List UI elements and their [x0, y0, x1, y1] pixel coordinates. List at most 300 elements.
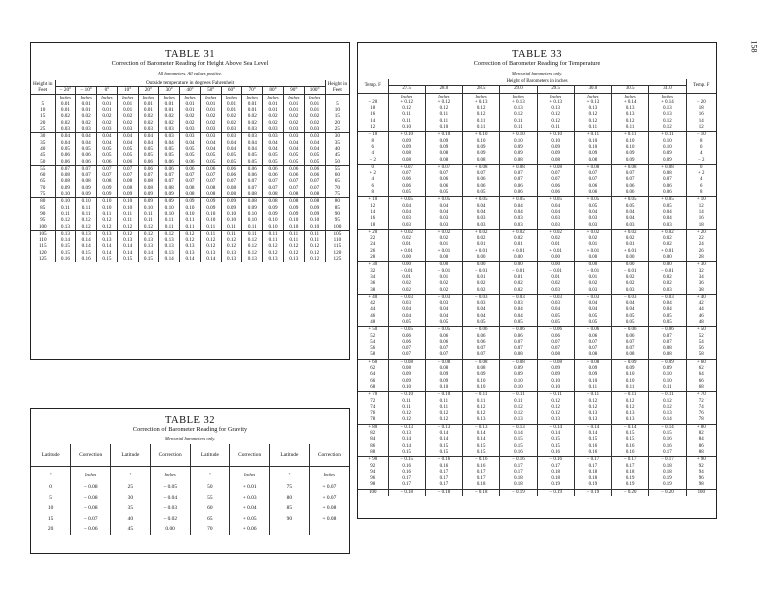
temp-cell-right: 44: [698, 307, 704, 313]
correction-cell: + 0.02: [574, 229, 611, 236]
correction-cell: 0.15: [55, 250, 76, 256]
correction-cell: 0.11: [117, 217, 138, 223]
temp-cell-right: 98: [698, 482, 704, 488]
correction-cell: 0.04: [463, 204, 500, 210]
correction-cell: 0.00: [463, 255, 500, 262]
correction-cell: − 0.18: [425, 489, 462, 496]
correction-cell: 0.11: [463, 119, 500, 125]
correction-cell: 0.17: [574, 464, 611, 470]
correction-cell: 0.01: [612, 242, 649, 248]
latitude-cell: 20: [47, 526, 54, 533]
correction-cell: 0.02: [463, 236, 500, 242]
correction-cell: 0.12: [138, 224, 159, 231]
correction-cell: − 0.03: [388, 294, 425, 301]
correction-cell: 0.07: [425, 352, 462, 359]
correction-cell: 0.06: [263, 172, 284, 178]
correction-cell: + 0.10: [425, 132, 462, 139]
correction-cell: 0.13: [55, 230, 76, 237]
table-row: [31, 230, 349, 237]
correction-cell: 0.08: [388, 158, 425, 165]
correction-cell: 0.10: [537, 385, 574, 392]
temp-col-header: 10°: [117, 87, 138, 94]
correction-cell: 0.01: [180, 107, 201, 113]
correction-cell: 0.01: [304, 101, 325, 107]
latitude-cell: 80: [270, 493, 310, 504]
correction-cell: 0.07: [574, 171, 611, 177]
correction-cell: 0.02: [425, 236, 462, 242]
correction-cell: 0.04: [388, 204, 425, 210]
temp-cell: + 30: [358, 262, 388, 269]
temp-cell-right: 6: [700, 144, 703, 150]
table-row: [358, 489, 716, 496]
correction-cell: 0.15: [537, 437, 574, 443]
correction-cell: 0.04: [242, 140, 263, 146]
correction-cell: 0.03: [537, 288, 574, 295]
correction-cell: 0.10: [97, 205, 118, 211]
correction-cell: 0.08: [221, 185, 242, 191]
correction-cell: 0.10: [649, 379, 686, 385]
correction-cell: 0.01: [242, 101, 263, 107]
correction-cell: 0.05: [463, 320, 500, 327]
unit-label: Inches: [304, 94, 325, 101]
correction-cell: − 0.03: [463, 294, 500, 301]
table-row: [31, 133, 349, 140]
correction-cell: 0.09: [425, 139, 462, 145]
correction-cell: 0.10: [221, 211, 242, 217]
correction-cell: 0.15: [537, 444, 574, 450]
correction-cell: + 0.08: [500, 164, 537, 171]
correction-cell: 0.06: [388, 340, 425, 346]
unit-label: Inches: [200, 94, 221, 101]
correction-cell: 0.01: [500, 242, 537, 248]
correction-cell: 0.11: [117, 211, 138, 217]
correction-cell: 0.11: [180, 224, 201, 231]
correction-cell: 0.09: [425, 145, 462, 151]
temp-cell-right: 18: [698, 106, 704, 112]
height-col-header: 31.0: [649, 86, 686, 93]
correction-cell: 0.16: [574, 444, 611, 450]
correction-cell: 0.06: [463, 177, 500, 183]
correction-cell: 0.00: [649, 255, 686, 262]
correction-cell: − 0.03: [537, 294, 574, 301]
correction-cell: 0.09: [500, 145, 537, 151]
height-header: Height of Barometers in inches: [388, 79, 686, 86]
correction-cell: 0.05: [388, 190, 425, 197]
correction-cell: 0.05: [304, 152, 325, 158]
correction-cell: 0.07: [612, 340, 649, 346]
correction-cell: 0.12: [263, 243, 284, 249]
correction-cell: 0.01: [500, 275, 537, 281]
height-cell: 55: [31, 165, 55, 172]
correction-cell: 0.03: [649, 223, 686, 230]
correction-cell: 0.11: [500, 125, 537, 132]
correction-cell: 0.10: [304, 217, 325, 223]
temp-cell-right: 48: [698, 319, 704, 325]
table-33-grid: [358, 79, 716, 496]
height-cell: 40: [40, 145, 46, 152]
correction-cell: 0.12: [283, 243, 304, 249]
correction-cell: 0.19: [574, 482, 611, 489]
correction-cell: 0.04: [574, 307, 611, 313]
correction-cell: 0.12: [612, 399, 649, 405]
correction-cell: 0.05: [649, 320, 686, 327]
correction-cell: 0.07: [574, 340, 611, 346]
temp-col-header: 90°: [283, 87, 304, 94]
correction-cell: 0.05: [55, 146, 76, 152]
correction-cell: 0.08: [55, 178, 76, 184]
correction-cell: 0.10: [463, 385, 500, 392]
correction-cell: 0.03: [304, 133, 325, 140]
temp-col-header: 20°: [138, 87, 159, 94]
correction-cell: 0.05: [159, 146, 180, 152]
page-number: 158: [749, 40, 759, 53]
correction-cell: 0.02: [500, 281, 537, 287]
correction-cell: 0.04: [117, 133, 138, 140]
correction-cell: 0.15: [612, 437, 649, 443]
temp-cell: + 20: [358, 229, 388, 236]
correction-cell: 0.06: [263, 165, 284, 172]
height-col-header: 30.5: [612, 86, 649, 93]
correction-cell: 0.16: [537, 450, 574, 457]
temp-col-header: 100°: [304, 87, 325, 94]
temp-cell: 26: [370, 248, 376, 254]
table-row: [358, 424, 716, 431]
correction-cell: 0.07: [242, 178, 263, 184]
correction-cell: 0.00: [612, 262, 649, 269]
correction-cell: 0.13: [138, 237, 159, 243]
correction-cell: 0.01: [55, 107, 76, 113]
correction-cell: 0.13: [574, 411, 611, 417]
correction-cell: − 0.11: [574, 392, 611, 399]
correction-cell: 0.02: [159, 120, 180, 126]
correction-cell: − 0.01: [500, 269, 537, 275]
correction-cell: 0.08: [180, 185, 201, 191]
correction-cell: 0.12: [263, 250, 284, 256]
correction-cell: 0.07: [180, 172, 201, 178]
temp-cell-right: 12: [698, 203, 704, 209]
table-row: [358, 320, 716, 327]
correction-cell: 0.03: [612, 223, 649, 230]
height-cell-right: 25: [334, 126, 340, 133]
temp-cell: 98: [370, 482, 376, 488]
temp-cell: 56: [370, 346, 376, 352]
correction-cell: 0.18: [463, 482, 500, 489]
correction-cell: 0.03: [221, 133, 242, 140]
correction-cell: 0.09: [463, 145, 500, 151]
correction-cell: 0.04: [500, 204, 537, 210]
temp-cell-right: + 40: [686, 294, 716, 301]
correction-cell: 0.12: [221, 243, 242, 249]
correction-cell: 0.05: [388, 320, 425, 327]
latitude-cell: 40: [111, 514, 151, 525]
correction-cell: 0.04: [574, 301, 611, 307]
table-row: [31, 165, 349, 172]
temp-cell: 100: [358, 489, 388, 496]
correction-cell: 0.06: [500, 190, 537, 197]
correction-cell: 0.04: [500, 307, 537, 313]
height-cell-right: 105: [325, 230, 349, 237]
unit-label: Inches: [242, 94, 263, 101]
correction-cell: 0.02: [388, 281, 425, 287]
correction-cell: 0.04: [283, 140, 304, 146]
correction-cell: 0.08: [500, 158, 537, 165]
correction-cell: − 0.05: [150, 482, 190, 493]
correction-cell: 0.17: [612, 464, 649, 470]
correction-cell: 0.09: [537, 145, 574, 151]
correction-cell: 0.10: [463, 379, 500, 385]
correction-cell: 0.11: [200, 224, 221, 231]
correction-cell: 0.05: [263, 159, 284, 166]
temp-cell-right: 4: [700, 151, 703, 157]
correction-cell: − 0.06: [612, 327, 649, 334]
correction-cell: 0.06: [463, 340, 500, 346]
correction-cell: 0.14: [574, 431, 611, 437]
correction-cell: 0.01: [97, 101, 118, 107]
correction-cell: + 0.06: [230, 524, 270, 535]
correction-cell: 0.10: [180, 211, 201, 217]
correction-cell: 0.15: [117, 256, 138, 262]
correction-cell: + 0.11: [574, 132, 611, 139]
temp-cell-right: 32: [698, 268, 704, 274]
table-row: [358, 132, 716, 139]
correction-cell: 0.06: [242, 165, 263, 172]
temp-cell: 8: [371, 190, 374, 196]
correction-cell: 0.10: [55, 191, 76, 198]
temp-header: Outside temperature in degrees Fahrenheit: [55, 80, 325, 87]
correction-cell: 0.01: [263, 107, 284, 113]
correction-cell: 0.06: [242, 172, 263, 178]
correction-cell: 0.11: [612, 385, 649, 392]
correction-cell: 0.05: [117, 152, 138, 158]
correction-cell: 0.08: [574, 352, 611, 359]
height-cell: 65: [40, 178, 46, 185]
latitude-cell: 45: [111, 524, 151, 535]
correction-cell: + 0.05: [500, 197, 537, 204]
correction-cell: 0.07: [463, 171, 500, 177]
correction-cell: 0.07: [537, 171, 574, 177]
height-cell: 80: [31, 198, 55, 205]
correction-cell: 0.03: [574, 216, 611, 222]
correction-cell: 0.07: [537, 177, 574, 183]
correction-cell: 0.08: [649, 352, 686, 359]
correction-cell: 0.14: [537, 431, 574, 437]
correction-cell: 0.13: [612, 112, 649, 118]
correction-cell: 0.03: [263, 133, 284, 140]
correction-cell: 0.02: [221, 120, 242, 126]
correction-cell: 0.09: [425, 379, 462, 385]
correction-cell: 0.00: [388, 255, 425, 262]
correction-cell: + 0.14: [612, 100, 649, 106]
temp-cell-right: 88: [698, 449, 704, 455]
correction-cell: 0.00: [574, 262, 611, 269]
correction-cell: − 0.09: [649, 359, 686, 366]
correction-cell: 0.02: [304, 120, 325, 126]
correction-cell: 0.17: [649, 450, 686, 457]
correction-cell: + 0.05: [388, 197, 425, 204]
correction-cell: 0.10: [180, 205, 201, 211]
correction-cell: 0.05: [612, 320, 649, 327]
height-cell: 75: [40, 191, 46, 198]
correction-cell: 0.06: [76, 159, 97, 166]
correction-cell: 0.09: [263, 211, 284, 217]
unit-label: Inches: [649, 93, 686, 100]
correction-cell: 0.06: [388, 184, 425, 190]
correction-cell: − 0.06: [500, 327, 537, 334]
correction-cell: − 0.16: [463, 457, 500, 464]
correction-cell: 0.04: [117, 140, 138, 146]
correction-cell: 0.01: [221, 101, 242, 107]
correction-cell: − 0.20: [649, 489, 686, 496]
temp-cell-right: 16: [698, 216, 704, 222]
correction-cell: − 0.16: [500, 457, 537, 464]
correction-cell: 0.09: [649, 151, 686, 157]
correction-cell: − 0.03: [425, 294, 462, 301]
correction-cell: 0.13: [388, 431, 425, 437]
table-row: [358, 352, 716, 359]
correction-cell: + 0.01: [574, 249, 611, 255]
correction-cell: 0.11: [425, 399, 462, 405]
temp-cell: 14: [370, 209, 376, 215]
unit-label: °: [49, 471, 52, 477]
unit-label: Inches: [612, 93, 649, 100]
height-col-header: 29.5: [537, 86, 574, 93]
correction-cell: 0.10: [304, 224, 325, 231]
correction-cell: 0.11: [388, 119, 425, 125]
correction-cell: 0.11: [304, 230, 325, 237]
height-cell-right: 40: [334, 145, 340, 152]
correction-cell: 0.06: [180, 159, 201, 166]
temp-cell-right: + 90: [686, 457, 716, 464]
table-row: [358, 223, 716, 230]
correction-cell: 0.09: [388, 372, 425, 378]
correction-cell: 0.10: [200, 217, 221, 223]
correction-cell: 0.07: [117, 172, 138, 178]
correction-cell: 0.00: [649, 262, 686, 269]
correction-cell: 0.08: [242, 191, 263, 198]
correction-cell: 0.04: [76, 133, 97, 140]
temp-cell: 42: [370, 301, 376, 307]
correction-cell: 0.01: [180, 101, 201, 107]
correction-cell: 0.04: [612, 216, 649, 222]
correction-cell: 0.08: [263, 198, 284, 205]
temp-cell-right: 16: [698, 112, 704, 118]
correction-cell: 0.11: [388, 405, 425, 411]
temp-col-header: 80°: [263, 87, 284, 94]
correction-cell: 0.13: [55, 224, 76, 231]
correction-cell: 0.03: [612, 288, 649, 295]
correction-cell: 0.03: [221, 126, 242, 133]
correction-cell: 0.08: [242, 198, 263, 205]
table-32-note: Mercurial barometers only.: [164, 436, 216, 441]
correction-cell: − 0.06: [537, 327, 574, 334]
correction-cell: 0.12: [649, 399, 686, 405]
temp-cell-right: − 2: [698, 157, 705, 163]
correction-cell: 0.12: [425, 106, 462, 112]
temp-cell: 94: [370, 469, 376, 475]
correction-cell: 0.08: [304, 191, 325, 198]
table-row: [31, 159, 349, 166]
correction-cell: 0.18: [649, 470, 686, 476]
table-33-panel: [357, 42, 717, 519]
temp-cell: 16: [370, 216, 376, 222]
correction-cell: 0.01: [463, 275, 500, 281]
temp-cell: 34: [370, 274, 376, 280]
temp-cell-right: 84: [698, 437, 704, 443]
temp-cell-right: 0: [686, 164, 716, 171]
correction-cell: 0.03: [242, 126, 263, 133]
correction-cell: 0.01: [388, 242, 425, 248]
correction-cell: − 0.16: [537, 457, 574, 464]
table-32-grid: [31, 444, 349, 535]
correction-cell: 0.00: [537, 262, 574, 269]
temp-cell: 92: [370, 463, 376, 469]
correction-cell: 0.16: [425, 464, 462, 470]
correction-cell: 0.12: [180, 230, 201, 237]
correction-cell: 0.18: [537, 470, 574, 476]
correction-cell: 0.10: [242, 211, 263, 217]
correction-cell: 0.15: [425, 444, 462, 450]
correction-cell: 0.04: [649, 216, 686, 222]
correction-cell: 0.10: [388, 125, 425, 132]
correction-cell: 0.14: [76, 237, 97, 243]
latitude-cell: 60: [190, 503, 230, 514]
correction-cell: 0.13: [574, 106, 611, 112]
correction-cell: 0.10: [159, 205, 180, 211]
correction-cell: 0.10: [612, 139, 649, 145]
correction-cell: − 0.11: [537, 392, 574, 399]
table-row: [31, 524, 349, 535]
correction-cell: 0.01: [574, 275, 611, 281]
correction-cell: 0.01: [537, 242, 574, 248]
correction-cell: 0.07: [221, 178, 242, 184]
correction-cell: + 0.14: [649, 100, 686, 106]
correction-cell: 0.03: [304, 126, 325, 133]
correction-cell: 0.17: [388, 476, 425, 482]
height-cell-right: 60: [334, 172, 340, 179]
correction-cell: 0.14: [159, 256, 180, 262]
correction-cell: + 0.12: [388, 100, 425, 106]
correction-cell: 0.11: [500, 399, 537, 405]
correction-cell: + 0.13: [500, 100, 537, 106]
correction-cell: 0.08: [463, 158, 500, 165]
correction-cell: + 0.03: [230, 493, 270, 504]
correction-cell: 0.11: [425, 119, 462, 125]
correction-cell: 0.11: [55, 205, 76, 211]
correction-cell: 0.06: [159, 165, 180, 172]
correction-cell: 0.02: [180, 113, 201, 119]
correction-cell: − 0.08: [71, 482, 111, 493]
temp-cell: 16: [370, 112, 376, 118]
correction-cell: 0.15: [500, 444, 537, 450]
correction-cell: − 0.04: [150, 493, 190, 504]
table-row: [358, 255, 716, 262]
correction-cell: − 0.14: [649, 424, 686, 431]
unit-label: Inches: [150, 466, 190, 482]
height-cell: 45: [40, 152, 46, 159]
correction-cell: 0.02: [97, 120, 118, 126]
correction-cell: 0.11: [97, 211, 118, 217]
temp-col-header: 0°: [97, 87, 118, 94]
correction-cell: 0.12: [283, 250, 304, 256]
correction-cell: 0.07: [500, 177, 537, 183]
correction-cell: 0.00: [150, 524, 190, 535]
correction-cell: 0.15: [612, 431, 649, 437]
correction-cell: 0.08: [388, 366, 425, 372]
correction-cell: − 0.10: [425, 392, 462, 399]
height-cell: 115: [38, 243, 47, 250]
correction-cell: 0.04: [76, 140, 97, 146]
correction-cell: 0.09: [283, 205, 304, 211]
